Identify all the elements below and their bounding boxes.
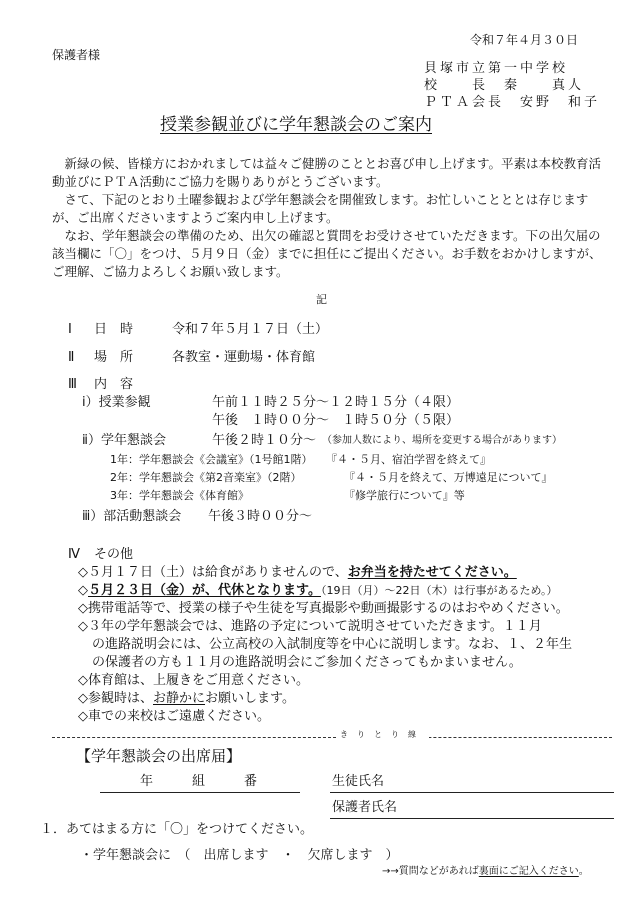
form-instruction: １．あてはまる方に「〇」をつけてください。: [40, 822, 314, 837]
note-shoes: ◇体育館は、上履きをご用意ください。: [78, 673, 309, 688]
detail-label-content: 内 容: [94, 377, 134, 392]
class-underline: [100, 792, 300, 793]
paragraph-3: なお、学年懇談会の準備のため、出欠の確認と質問をお受けさせていただきます。下の出欠届の該当欄に「〇」をつけ、５月９日（金）までに担任にご提出ください。お手数をおかけしますが、ご理解、ご協力よろしくお願い致します。: [52, 228, 602, 279]
detail-value-place: 各教室・運動場・体育館: [172, 350, 316, 365]
sanka-label: ⅰ）授業参観: [82, 395, 151, 410]
detail-label-date: 日 時: [94, 322, 134, 337]
form-title: 【学年懇談会の出席届】: [76, 747, 242, 765]
student-name-underline: [330, 792, 614, 793]
detail-num-1: Ⅰ: [68, 322, 72, 337]
note-lunch-emphasis: お弁当を持たせてください。: [347, 565, 517, 580]
guardian-name-underline: [330, 818, 614, 819]
issue-date: 令和７年４月３０日: [470, 33, 579, 47]
grade-2-venue: 2年：学年懇談会《第2音楽室》（2階）: [110, 471, 302, 484]
note-daikyu-bullet: ◇: [78, 583, 88, 598]
paragraph-2: さて、下記のとおり土曜参観および学年懇談会を開催致します。お忙しいことととは存じますが、ご出席くださいますようご案内申し上げます。: [52, 192, 589, 225]
ki-mark: 記: [316, 293, 327, 306]
note-car: ◇車での来校はご遠慮ください。: [78, 709, 270, 724]
recipient: 保護者様: [52, 48, 101, 62]
note-daikyu-emphasis: ５月２３日（金）が、代休となります。: [88, 583, 321, 598]
document-title: 授業参観並びに学年懇談会のご案内: [160, 115, 432, 135]
detail-label-place: 場 所: [94, 350, 134, 365]
note-quiet-pre: ◇参観時は、: [78, 691, 153, 706]
note-quiet-underline: お静かに: [153, 691, 206, 706]
detail-num-2: Ⅱ: [68, 350, 75, 365]
note-quiet-post: お願いします。: [205, 691, 295, 706]
note-career-2: の進路説明会には、公立高校の入試制度等を中心に説明します。なお、１、２年生: [92, 637, 572, 652]
kondan-label: ⅱ）学年懇談会: [82, 433, 166, 448]
sender-principal: 校 長 秦 真人: [424, 78, 585, 93]
footer-note-post: 。: [578, 866, 589, 877]
note-daikyu: [78, 584, 558, 597]
kondan-note: （参加人数により、場所を変更する場合があります）: [322, 435, 562, 446]
grade-3-theme: 『修学旅行について』等: [344, 489, 465, 502]
note-career-3: の保護者の方も１１月の進路説明会にご参加くださってもかまいません。: [92, 655, 522, 670]
sanka-time-2: 午後 １時００分～ １時５０分（５限）: [212, 413, 460, 428]
other-label: その他: [94, 547, 134, 562]
bukatsu-label: ⅲ）部活動懇談会: [82, 509, 182, 524]
bukatsu-time: 午後３時００分～: [208, 509, 313, 524]
footer-note-pre: →→質問などがあれば: [382, 866, 479, 877]
note-career-1: ◇３年の学年懇談会では、進路の予定について説明させていただきます。１１月: [78, 619, 542, 634]
form-attendance-option[interactable]: ・学年懇談会に （ 出席します ・ 欠席します ）: [80, 848, 399, 863]
note-lunch: [78, 566, 517, 579]
detail-value-date: 令和７年５月１７日（土）: [172, 322, 329, 337]
grade-2-theme: 『４・５月を終えて、万博遠足について』: [344, 471, 553, 484]
sanka-time-1: 午前１１時２５分～１２時１５分（４限）: [212, 395, 460, 410]
grade-1-theme: 『４・５月、宿泊学習を終えて』: [326, 453, 491, 466]
form-student-name[interactable]: 生徒氏名: [332, 774, 385, 789]
greeting-paragraph: [52, 155, 612, 281]
form-guardian-name[interactable]: 保護者氏名: [332, 800, 398, 815]
cut-line-label: きりとり線: [336, 731, 429, 739]
sender-pta: ＰＴＡ会長 安野 和子: [424, 95, 601, 110]
note-phone: ◇携帯電話等で、授業の様子や生徒を写真撮影や動画撮影するのはおやめください。: [78, 601, 569, 616]
kondan-time: 午後２時１０分～: [212, 433, 317, 448]
grade-1-venue: 1年：学年懇談会《会議室》（1号館1階）: [110, 453, 313, 466]
sender-school: 貝塚市立第一中学校: [424, 61, 569, 76]
cut-line: [52, 737, 612, 738]
grade-3-venue: 3年：学年懇談会《体育館》: [110, 489, 249, 502]
note-quiet: [78, 692, 295, 705]
other-num: Ⅳ: [68, 547, 80, 562]
footer-note-underline: 裏面にご記入ください: [478, 866, 579, 877]
note-daikyu-reason: （19日（月）～22日（木）は行事があるため。）: [320, 584, 558, 597]
paragraph-1: 新緑の候、皆様方におかれましては益々ご健勝のこととお喜び申し上げます。平素は本校教育活動並びにＰＴＡ活動にご協力を賜りありがとうございます。: [52, 156, 602, 189]
form-class-fields[interactable]: 年 組 番: [140, 774, 258, 789]
note-lunch-text: ◇５月１７日（土）は給食がありませんので、: [78, 565, 348, 580]
detail-num-3: Ⅲ: [68, 377, 77, 392]
form-footer-note: [382, 867, 589, 877]
